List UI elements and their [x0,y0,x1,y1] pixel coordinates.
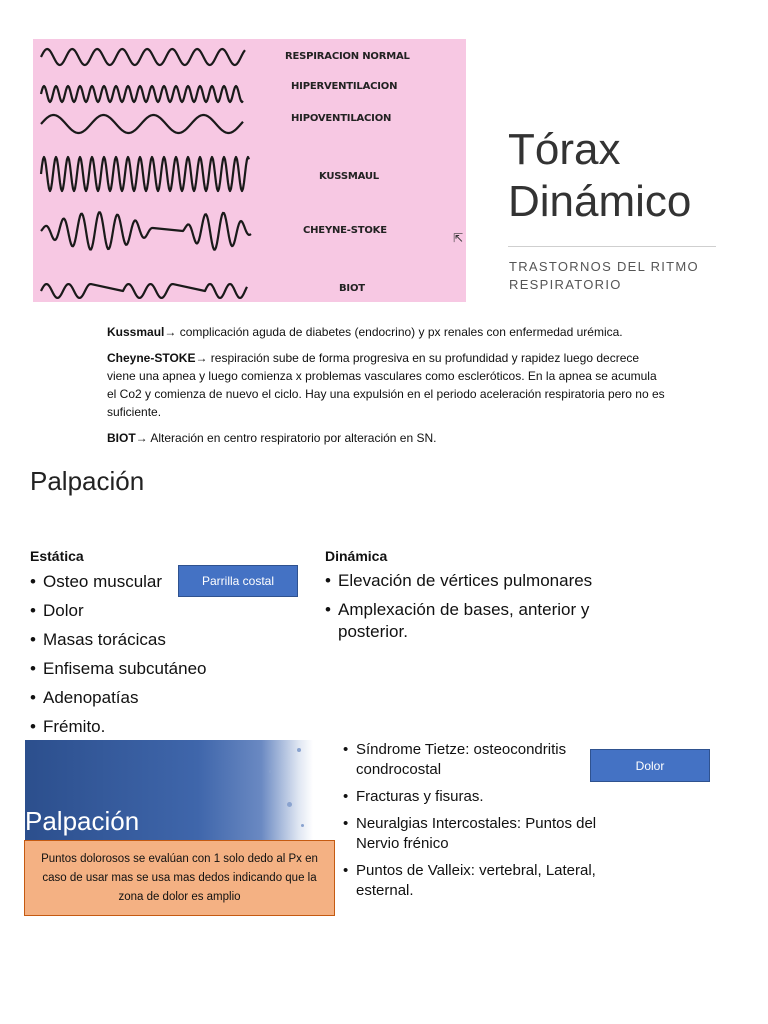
list-item: • Amplexación de bases, anterior y posterior. [325,599,625,643]
breathing-patterns-image [33,39,466,302]
dynamic-heading: Dinámica [325,548,388,564]
palpation-title: Palpación [30,466,145,496]
wave-cheyne-stoke [41,212,251,249]
palpation-title-2: Palpación [25,806,140,836]
pattern-label-hypoventilation: HIPOVENTILACION [291,113,392,124]
list-item: • Puntos de Valleix: vertebral, Lateral, esternal. [343,861,603,901]
note-cheyne-term: Cheyne-STOKE→ [107,351,208,365]
list-item: • Enfisema subcutáneo [30,654,210,683]
slide-title-line1: Tórax [508,125,621,174]
list-item: • Dolor [30,596,210,625]
notes-block [107,323,667,455]
slide-title-line2: Dinámico [508,177,692,226]
decor-speck [301,824,304,827]
painful-points-text: Puntos dolorosos se evalúan con 1 solo dedo al Px en caso de usar mas se usa mas dedos indicando que la zona de dolor es amplio [41,852,318,903]
note-cheyne-text: respiración sube de forma progresiva en su profundidad y rapidez luego decrece viene una apnea y luego comienza x problemas vasculares como escleróticos. En la apnea se acumula el Co2 y comienza de nuevo el ciclo. Hay una expulsión en el periodo aceleración respiratoria pero no es suficiente. [107,351,665,419]
slide-title [508,124,738,228]
note-biot-text: Alteración en centro respiratorio por alteración en SN. [147,431,437,445]
pattern-label-hyperventilation: HIPERVENTILACION [291,81,398,92]
pattern-label-biot: BIOT [339,283,365,294]
wave-hypoventilation [41,115,243,133]
pattern-label-normal: RESPIRACION NORMAL [285,51,410,62]
list-item: • Masas torácicas [30,625,210,654]
decor-speck [269,770,272,773]
note-biot [107,429,667,447]
mouse-cursor-icon: ⇱ [453,231,464,245]
note-kussmaul-text: complicación aguda de diabetes (endocrino) y px renales con enfermedad urémica. [176,325,623,339]
note-cheyne-stoke [107,349,667,421]
wave-hyperventilation [41,86,243,102]
dolor-box: Dolor [590,749,710,782]
decor-speck [297,748,301,752]
decor-speck [287,802,292,807]
list-item: • Síndrome Tietze: osteocondritis condrocostal [343,740,603,780]
list-item: • Fracturas y fisuras. [343,787,603,807]
slide-subtitle-line1: TRASTORNOS DEL RITMO [509,259,699,274]
note-kussmaul-term: Kussmaul→ [107,325,177,339]
wave-kussmaul [41,157,249,191]
breathing-waves [33,39,466,302]
list-item: • Adenopatías [30,683,210,712]
note-kussmaul [107,323,667,341]
list-item: • Frémito. [30,712,210,741]
note-biot-term: BIOT→ [107,431,148,445]
list-item: • Neuralgias Intercostales: Puntos del Nervio frénico [343,814,603,854]
static-heading: Estática [30,548,84,564]
wave-biot [41,284,247,298]
list-item: • Osteo muscular [30,567,210,596]
dynamic-list [325,570,625,650]
title-divider [508,246,716,247]
list-item: • Elevación de vértices pulmonares [325,570,625,592]
pattern-label-kussmaul: KUSSMAUL [319,171,379,182]
wave-normal [41,49,245,65]
painful-points-note [24,840,335,916]
slide-subtitle [509,258,739,294]
slide-subtitle-line2: RESPIRATORIO [509,277,622,292]
pain-causes-list [343,740,603,908]
parrilla-costal-box: Parrilla costal [178,565,298,597]
pattern-label-cheyne-stoke: CHEYNE-STOKE [303,225,387,236]
